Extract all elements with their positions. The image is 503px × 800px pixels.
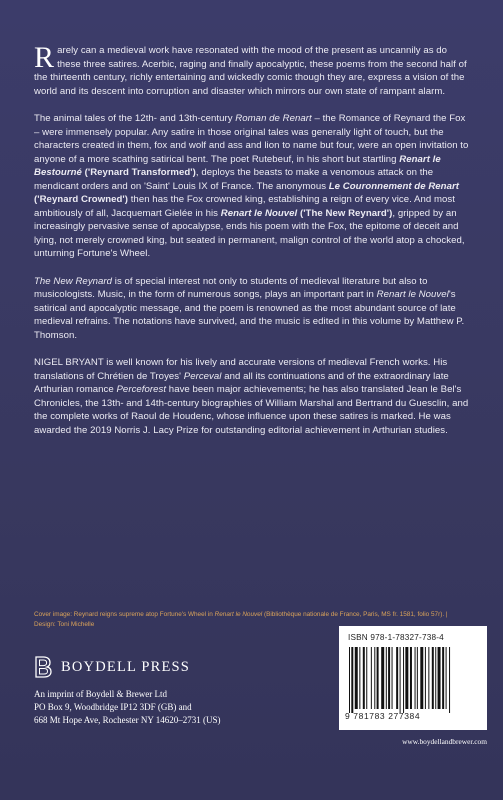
imprint-line: 668 Mt Hope Ave, Rochester NY 14620–2731 (US): [34, 715, 221, 726]
text-run: , deploys the beasts to make a venomous attack on the mendicant orders and on 'Saint' Louis IX of France. The anonymous: [34, 167, 434, 192]
text-run: Renart le Bestourné: [34, 153, 441, 178]
blurb: [34, 41, 472, 451]
barcode-bars: [347, 647, 479, 713]
text-run: ('Reynard Transformed'): [81, 167, 196, 178]
boydell-logo-icon: [33, 654, 55, 680]
text-run: (Bibliothèque nationale de France, Paris, MS fr. 1581, folio 57r). | Design: Toni Michelle: [34, 611, 448, 628]
blurb-paragraph-1: Rarely can a medieval work have resonated with the mood of the present as uncannily as do these three satires. Acerbic, raging and finally apocalyptic, these poems from the second half of the thirteenth century, richly entertaining and wickedly comic though they are, express a vision of the world and its descent into corruption and disaster which mirrors our own state of rampant alarm.: [34, 41, 467, 97]
publisher-name: BOYDELL PRESS: [61, 658, 191, 675]
text-run: Renart le Nouvel: [214, 611, 263, 618]
blurb-paragraph-2: [34, 112, 472, 261]
text-run: have been major achievements; he has also translated Jean le Bel's Chronicles, the 13th- and 14th-century biographies of William Marshal and Bertrand du Guesclin, and the complete works of Raoul de Houdenc, whose influence upon these satires is marked. He was awarded the 2019 Norris J. Lacy Prize for outstanding editorial achievement in Arthurian studies.: [34, 384, 469, 436]
author-bio: [34, 356, 472, 437]
text-run: Cover image: Reynard reigns supreme atop Fortune's Wheel in: [34, 611, 215, 618]
text-run: then has the Fox crowned king, establishing a reign of every vice. And most ambitiously of all, Jacquemart Gielée in his: [34, 194, 455, 219]
text-run: ('The New Reynard'): [297, 207, 393, 219]
publisher-website: www.boydellandbrewer.com: [402, 737, 487, 746]
isbn-barcode: [339, 626, 487, 730]
text-run: – the Romance of Reynard the Fox – were immensely popular. Any satire in those original tales was generally light of touch, but the characters created in them, fox and wolf and ass and lion to name but four, were an open invitation to anyone of a more scathing satirical bent. The poet Rutebeuf, in his short but startling: [34, 113, 469, 165]
imprint-line: An imprint of Boydell & Brewer Ltd: [34, 689, 167, 699]
text-run: and all its continuations and of the extraordinary late Arthurian romance: [34, 370, 449, 395]
imprint-line: PO Box 9, Woodbridge IP12 3DF (GB) and: [34, 702, 192, 713]
text-run: is of special interest not only to students of medieval literature but also to musicologists. Music, in the form of numerous songs, plays an important part in: [34, 275, 428, 300]
text-run: Roman de Renart: [235, 113, 312, 124]
publisher-logo: [33, 654, 190, 680]
publisher-address: [34, 688, 334, 728]
text-run: 's satirical and apocalyptic message, and the poem is renowned as the most abundant source of late medieval refrains. The notations have survived, and the music is edited in this volume by Matthew P. Thomson.: [34, 289, 465, 341]
text-run: Perceval: [183, 370, 222, 382]
drop-cap: R: [34, 41, 55, 74]
blurb-paragraph-3: [34, 275, 472, 343]
text-run: Perceforest: [116, 384, 167, 395]
text-run: ('Reynard Crowned'): [34, 194, 128, 205]
isbn-label: ISBN 978-1-78327-738-4: [348, 633, 444, 642]
isbn-digits: 9 781783 277384: [345, 711, 421, 721]
text-run: NIGEL BRYANT is well known for his lively and accurate versions of medieval French works. His translations of Chrétien de Troyes': [34, 357, 448, 382]
text-run: The New Reynard: [34, 275, 113, 287]
text-run: Renart le Nouvel: [376, 289, 449, 300]
text-run: The animal tales of the 12th- and 13th-century: [34, 113, 236, 124]
text-run: , gripped by an increasingly pervasive sense of apocalypse, ends his poem with the Fox, the epitome of deceit and lying, not merely crowned king, but seated in permanent, malign control of the world atop a chocked, unturning Fortune's Wheel.: [34, 207, 465, 259]
text-run: Le Couronnement de Renart: [328, 180, 460, 192]
text-run: Renart le Nouvel: [220, 207, 298, 219]
